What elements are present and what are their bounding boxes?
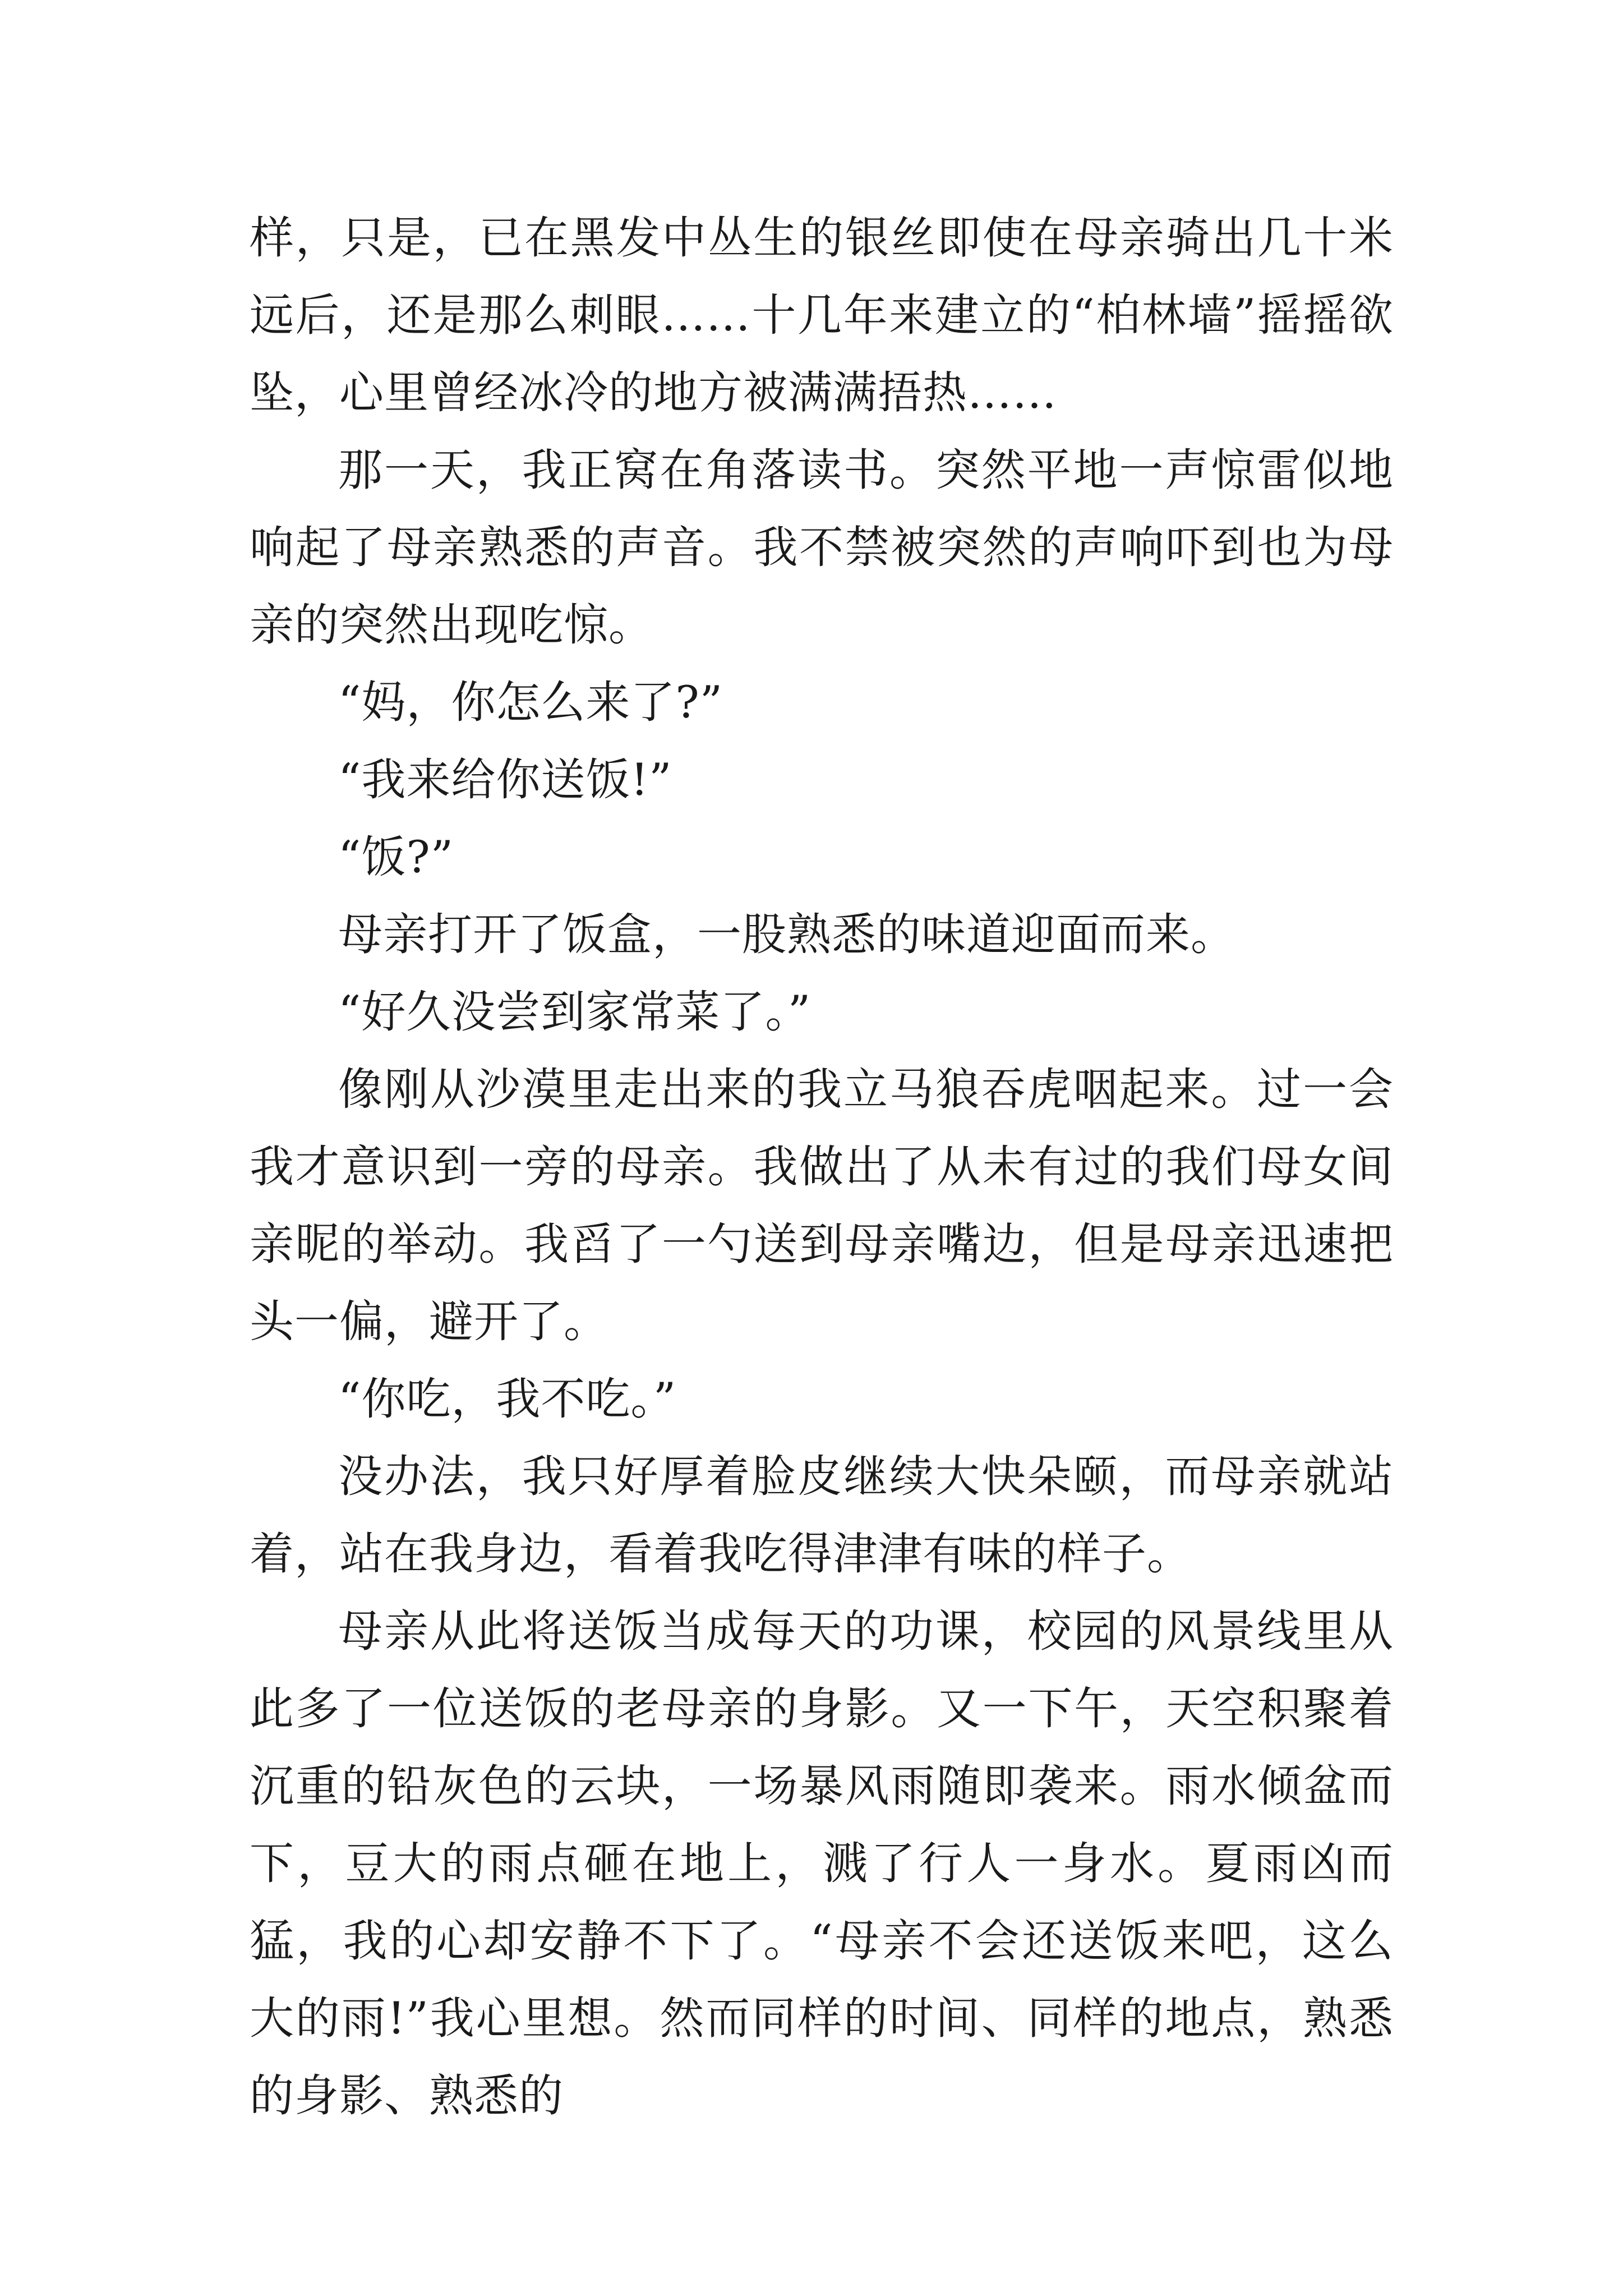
document-body	[250, 199, 1394, 2134]
paragraph-8: 像刚从沙漠里走出来的我立马狼吞虎咽起来。过一会我才意识到一旁的母亲。我做出了从未有过的我们母女间亲昵的举动。我舀了一勺送到母亲嘴边，但是母亲迅速把头一偏，避开了。	[250, 1064, 1394, 1347]
paragraph-11: 母亲从此将送饭当成每天的功课，校园的风景线里从此多了一位送饭的老母亲的身影。又一下午，天空积聚着沉重的铅灰色的云块，一场暴风雨随即袭来。雨水倾盆而下，豆大的雨点砸在地上，溅了行人一身水。夏雨凶而猛，我的心却安静不下了。“母亲不会还送饭来吧，这么大的雨!”我心里想。然而同样的时间、同样的地点，熟悉的身影、熟悉的	[250, 1605, 1394, 2122]
paragraph-1: 样，只是，已在黑发中丛生的银丝即使在母亲骑出几十米远后，还是那么刺眼……十几年来建立的“柏林墙”摇摇欲坠，心里曾经冰冷的地方被满满捂热……	[250, 212, 1394, 418]
paragraph-7-dialogue: “好久没尝到家常菜了。”	[338, 986, 811, 1038]
paragraph-4-dialogue: “我来给你送饭!”	[338, 754, 672, 806]
paragraph-6: 母亲打开了饭盒，一股熟悉的味道迎面而来。	[338, 909, 1235, 960]
paragraph-2: 那一天，我正窝在角落读书。突然平地一声惊雷似地响起了母亲熟悉的声音。我不禁被突然的声响吓到也为母亲的突然出现吃惊。	[250, 444, 1394, 651]
paragraph-9-dialogue: “你吃，我不吃。”	[338, 1373, 677, 1425]
paragraph-10: 没办法，我只好厚着脸皮继续大快朵颐，而母亲就站着，站在我身边，看着我吃得津津有味的样子。	[250, 1451, 1394, 1580]
paragraph-3-dialogue: “妈，你怎么来了?”	[338, 677, 723, 728]
paragraph-5-dialogue: “饭?”	[338, 831, 454, 883]
